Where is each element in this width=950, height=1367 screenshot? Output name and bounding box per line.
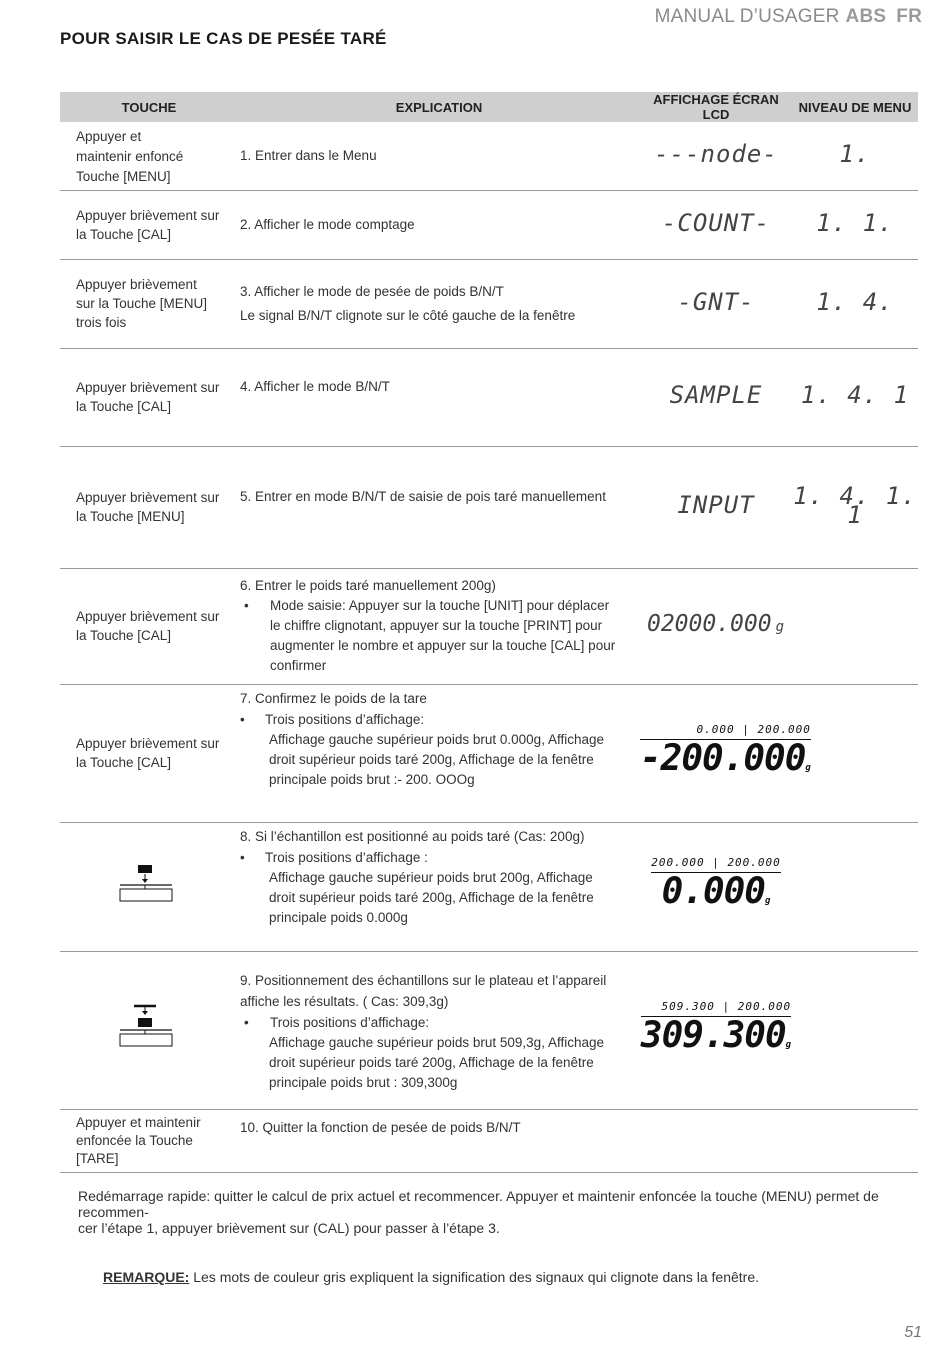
remark-note	[103, 1269, 759, 1285]
bullet-item: • Trois positions d’affichage:	[240, 1012, 630, 1033]
explanation-cell: 10. Quitter la fonction de pesée de poids B/N/T	[238, 1109, 640, 1172]
running-header	[655, 6, 922, 28]
table-row	[60, 190, 918, 259]
remark-label: REMARQUE:	[103, 1269, 190, 1285]
table-row	[60, 1109, 918, 1172]
menu-cell	[792, 822, 918, 951]
key-cell: Appuyer brièvement sur la Touche [MENU]	[60, 446, 238, 568]
menu-level: 1. 4. 1. 1	[793, 481, 917, 529]
explanation-cell: 4. Afficher le mode B/N/T	[238, 348, 640, 446]
lcd-text: -COUNT-	[661, 208, 771, 237]
table-row	[60, 259, 918, 348]
quick-restart-note-continued: cer l’étape 1, appuyer brièvement sur (CAL) pour passer à l’étape 3.	[78, 1220, 500, 1236]
language-label: FR	[896, 6, 922, 27]
lcd-top-left: 509.300	[661, 999, 715, 1013]
lcd-cell	[640, 1109, 792, 1172]
lcd-cell	[640, 348, 792, 446]
model-label: ABS	[845, 6, 887, 27]
table-row	[60, 822, 918, 951]
table-row	[60, 951, 918, 1109]
table-header-row	[60, 92, 918, 122]
lcd-text: SAMPLE	[669, 381, 763, 409]
column-header-lcd: AFFICHAGE ÉCRAN LCD	[640, 92, 792, 122]
explanation-cell: 7. Confirmez le poids de la tare • Trois positions d’affichage: Affichage gauche supérieur poids brut 0.000g, Affichage droit supérieur poids taré 200g, Affichage de la fenêtre principale poids brut :- 200. OOOg	[238, 684, 640, 822]
lcd-unit: g	[764, 896, 771, 906]
lcd-cell	[640, 190, 792, 259]
menu-cell	[792, 1109, 918, 1172]
table-row	[60, 348, 918, 446]
table-row	[60, 446, 918, 568]
key-cell: Appuyer et maintenir enfoncé Touche [MENU]	[60, 122, 238, 190]
menu-cell	[792, 951, 918, 1109]
scale-sample-icon	[116, 861, 176, 907]
key-cell: Appuyer brièvement sur la Touche [CAL]	[60, 190, 238, 259]
lcd-main: -200.000	[640, 737, 806, 779]
table-row	[60, 122, 918, 190]
menu-level: 1. 1.	[816, 208, 894, 237]
bullet-item: • Trois positions d’affichage :	[240, 847, 630, 868]
key-cell: Appuyer brièvement sur la Touche [CAL]	[60, 348, 238, 446]
lcd-top-right: 200.000	[727, 856, 781, 869]
lcd-cell	[640, 122, 792, 190]
lcd-cell	[640, 684, 811, 822]
lcd-cell	[640, 446, 792, 568]
menu-level: 1.	[839, 139, 871, 168]
lcd-cell	[640, 822, 792, 951]
lcd-unit: g	[775, 619, 786, 635]
lcd-display: 0.000 | 200.000 -200.000g	[640, 720, 811, 787]
lcd-unit: g	[785, 1039, 792, 1050]
lcd-text: INPUT	[677, 491, 755, 519]
menu-cell	[792, 348, 918, 446]
bullet-item: • Trois positions d’affichage:	[240, 709, 630, 730]
lcd-unit: g	[805, 762, 811, 773]
explanation-cell: 1. Entrer dans le Menu	[238, 122, 640, 190]
lcd-top-right: 200.000	[757, 722, 811, 736]
lcd-text: -GNT-	[677, 287, 755, 316]
explanation-cell: 5. Entrer en mode B/N/T de saisie de pois taré manuellement	[238, 446, 640, 568]
key-cell: Appuyer brièvement sur la Touche [MENU] trois fois	[60, 259, 238, 348]
explanation-cell: 6. Entrer le poids taré manuellement 200g) • Mode saisie: Appuyer sur la touche [UNIT] pour déplacer le chiffre clignotant, appuyer sur la touche [PRINT] pour augmenter le nombre et appuyer sur la touche [CAL] pour confirmer	[238, 568, 640, 684]
menu-cell	[792, 684, 918, 822]
explanation-cell: 9. Positionnement des échantillons sur le plateau et l’appareil affiche les résultats. ( Cas: 309,3g) • Trois positions d’affichage: Affichage gauche supérieur poids brut 509,3g, Affichage droit supérieur poids taré 200g, Affichage de la fenêtre principale poids brut : 309,300g	[238, 951, 640, 1109]
manual-label: MANUAL D’USAGER	[654, 6, 840, 27]
column-header-menu: NIVEAU DE MENU	[792, 92, 918, 122]
explanation-cell: 3. Afficher le mode de pesée de poids B/N/T Le signal B/N/T clignote sur le côté gauche de la fenêtre	[238, 259, 640, 348]
key-cell: Appuyer brièvement sur la Touche [CAL]	[60, 684, 238, 822]
explanation-cell: 8. Si l’échantillon est positionné au poids taré (Cas: 200g) • Trois positions d’affichage : Affichage gauche supérieur poids brut 200g, Affichage droit supérieur poids taré 200g, Affichage de la fenêtre principale poids 0.000g	[238, 822, 640, 951]
lcd-cell	[640, 951, 792, 1109]
lcd-main: 309.300	[640, 1014, 786, 1056]
lcd-text: 02000.000	[646, 611, 772, 637]
remark-text: Les mots de couleur gris expliquent la signification des signaux qui clignote dans la fenêtre.	[189, 1269, 760, 1285]
menu-cell	[792, 446, 918, 568]
section-title: POUR SAISIR LE CAS DE PESÉE TARÉ	[60, 29, 387, 48]
menu-cell	[792, 190, 918, 259]
lcd-text: ---node-	[654, 139, 778, 168]
column-header-key: TOUCHE	[60, 92, 238, 122]
explanation-cell: 2. Afficher le mode comptage	[238, 190, 640, 259]
menu-level: 1. 4.	[816, 287, 894, 316]
bullet-item: • Mode saisie: Appuyer sur la touche [UNIT] pour déplacer le chiffre clignotant, appuyer sur la touche [PRINT] pour augmenter le nombre et appuyer sur la touche [CAL] pour confirmer	[240, 596, 630, 676]
menu-cell	[792, 568, 918, 684]
lcd-cell	[640, 259, 792, 348]
lcd-cell	[640, 568, 792, 684]
lcd-display: 509.300 | 200.000 309.300g	[641, 997, 791, 1064]
menu-cell	[792, 122, 918, 190]
key-cell: Appuyer brièvement sur la Touche [CAL]	[60, 568, 238, 684]
lcd-display: 200.000 | 200.000 0.000g	[651, 853, 781, 920]
page-number: 51	[904, 1324, 922, 1341]
scale-two-samples-icon	[116, 1003, 176, 1053]
table-row	[60, 684, 918, 822]
key-cell	[60, 951, 238, 1109]
lcd-top-left: 0.000	[696, 722, 735, 736]
lcd-main: 0.000	[661, 871, 765, 912]
menu-cell	[792, 259, 918, 348]
column-header-explanation: EXPLICATION	[238, 92, 640, 122]
menu-level: 1. 4. 1	[800, 381, 910, 409]
table-row	[60, 568, 918, 684]
procedure-table	[60, 92, 918, 1173]
lcd-top-left: 200.000	[651, 856, 705, 869]
lcd-top-right: 200.000	[737, 999, 792, 1013]
key-cell	[60, 822, 238, 951]
key-cell: Appuyer et maintenir enfoncée la Touche [TARE]	[60, 1109, 238, 1172]
quick-restart-note: Redémarrage rapide: quitter le calcul de prix actuel et recommencer. Appuyer et maintenir enfoncée la touche (MENU) permet de recommen-	[78, 1188, 879, 1220]
